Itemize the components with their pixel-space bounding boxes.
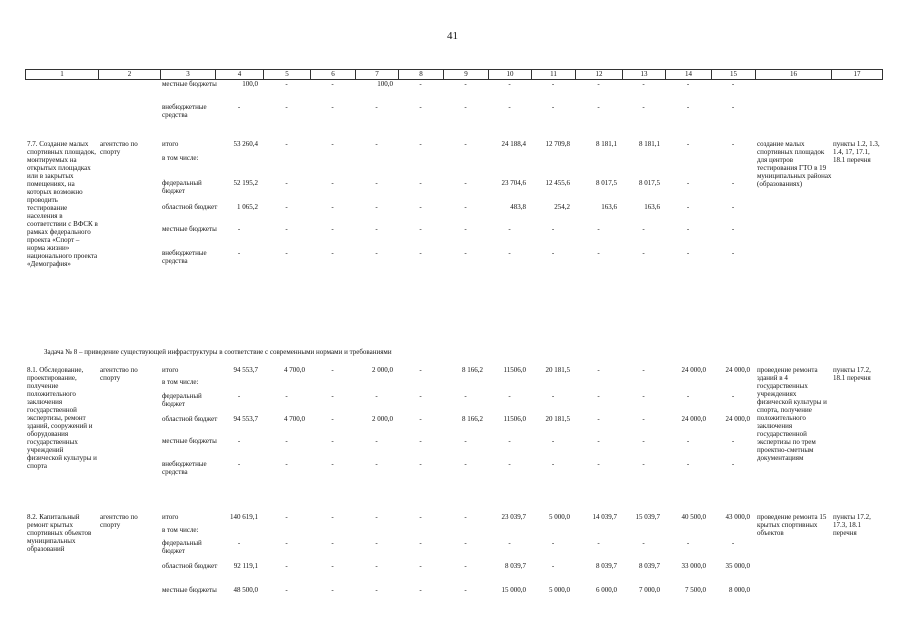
block81-row-value-3-10: 24 000,0 [681,415,706,423]
block77-row-value-2-2: - [331,179,334,187]
block82-row-value-4-0: 48 500,0 [233,586,258,594]
block81-row-value-3-0: 94 553,7 [233,415,258,423]
block82-row-value-0-8: 14 039,7 [592,513,617,521]
block77-row-value-4-10: - [686,225,690,233]
block77-row-value-3-11: - [731,203,735,211]
block82-row-value-0-4: - [419,513,422,521]
top-row-value-0-9: - [642,80,645,88]
block82-row-value-2-7: - [551,539,555,547]
block77-row-value-2-8: 8 017,5 [596,179,617,187]
block81-row-value-5-9: - [642,460,645,468]
block81-row-source-0: итого [162,366,179,374]
column-header-row [25,69,883,80]
block77-row-value-4-6: - [508,225,511,233]
block77-row-value-0-4: - [419,140,422,148]
block81-row-value-0-0: 94 553,7 [233,366,258,374]
block77-row-value-5-6: - [508,249,511,257]
block77-row-value-4-0: - [237,225,241,233]
block81-row-value-0-9: - [642,366,645,374]
block82-row-value-2-10: - [686,539,690,547]
block82-row-source-2: федеральный бюджет [162,539,202,555]
block82-row-value-2-0: - [237,539,241,547]
block82-row-value-4-5: - [464,586,467,594]
block77-row-value-3-7: 254,2 [554,203,570,211]
top-row-value-0-3: 100,0 [377,80,393,88]
block77-row-value-2-11: - [731,179,735,187]
block81-row-value-4-6: - [508,437,511,445]
block81-row-value-0-7: 20 181,5 [545,366,570,374]
block81-row-value-3-9: - [642,415,645,423]
block82-row-value-2-11: - [731,539,735,547]
task-8-heading: Задача № 8 – приведение существующей инфраструктуры в соответствие с современными нормами и требованиями [44,348,392,356]
block81-row-value-3-1: 4 700,0 [284,415,305,423]
block77-row-value-0-0: 53 260,4 [233,140,258,148]
block82-points: пункты 17.2, 17.3, 18.1 перечня [833,513,871,537]
block81-points: пункты 17.2, 18.1 перечня [833,366,871,382]
block77-row-source-0: итого [162,140,179,148]
column-header-10: 10 [489,70,532,79]
block77-row-value-0-6: 24 188,4 [501,140,526,148]
block81-row-value-5-1: - [285,460,288,468]
block77-row-value-0-3: - [375,140,378,148]
block81-row-value-5-6: - [508,460,511,468]
block77-row-value-3-0: 1 065,2 [237,203,258,211]
block81-row-value-0-2: - [331,366,334,374]
column-header-14: 14 [666,70,712,79]
top-row-value-0-10: - [686,80,690,88]
block77-row-value-0-1: - [285,140,288,148]
block81-row-value-2-5: - [464,392,467,400]
column-header-12: 12 [576,70,623,79]
top-row-source-1: внебюджетные средства [162,103,207,119]
block82-row-value-0-9: 15 039,7 [635,513,660,521]
block81-row-value-0-8: - [597,366,600,374]
page-number: 41 [447,30,458,42]
block81-row-value-3-6: 11506,0 [503,415,526,423]
block81-row-value-2-3: - [375,392,378,400]
block77-row-value-5-7: - [551,249,555,257]
top-row-value-0-1: - [285,80,288,88]
block81-row-value-5-4: - [419,460,422,468]
block77-row-value-4-2: - [331,225,334,233]
block77-row-value-4-9: - [642,225,645,233]
block77-row-value-3-9: 163,6 [644,203,660,211]
block81-row-value-0-6: 11506,0 [503,366,526,374]
block81-row-value-3-3: 2 000,0 [372,415,393,423]
block81-row-value-0-1: 4 700,0 [284,366,305,374]
block82-row-value-2-3: - [375,539,378,547]
top-row-value-1-0: - [237,103,241,111]
top-row-value-1-2: - [331,103,334,111]
block82-row-value-0-0: 140 619,1 [230,513,258,521]
block82-row-value-0-7: 5 000,0 [549,513,570,521]
block77-row-value-3-2: - [331,203,334,211]
block81-row-value-5-8: - [597,460,600,468]
block81-row-value-4-7: - [551,437,555,445]
block81-row-value-5-3: - [375,460,378,468]
block82-row-value-4-8: 6 000,0 [596,586,617,594]
column-header-9: 9 [444,70,489,79]
top-row-value-0-11: - [731,80,735,88]
block82-row-source-0: итого [162,513,179,521]
block77-row-source-1: в том числе: [162,154,199,162]
block82-row-value-4-9: 7 000,0 [639,586,660,594]
block77-row-value-4-3: - [375,225,378,233]
block82-row-source-1: в том числе: [162,526,199,534]
block81-row-value-0-11: 24 000,0 [725,366,750,374]
top-row-value-1-10: - [686,103,690,111]
block81-row-value-2-4: - [419,392,422,400]
block77-row-value-2-6: 23 704,6 [501,179,526,187]
block82-row-value-2-5: - [464,539,467,547]
block82-row-value-0-10: 40 500,0 [681,513,706,521]
block82-row-value-4-3: - [375,586,378,594]
block82-row-value-3-7: - [551,562,555,570]
block82-row-value-3-8: 8 039,7 [596,562,617,570]
block77-row-value-4-5: - [464,225,467,233]
top-row-value-0-0: 100,0 [242,80,258,88]
block77-row-value-2-9: 8 017,5 [639,179,660,187]
block81-executor: агентство по спорту [100,366,138,382]
block81-row-value-3-5: 8 166,2 [462,415,483,423]
block82-row-value-0-1: - [285,513,288,521]
block77-row-value-4-7: - [551,225,555,233]
block81-row-value-2-1: - [285,392,288,400]
block77-row-value-0-8: 8 181,1 [596,140,617,148]
block77-row-value-2-3: - [375,179,378,187]
block81-row-value-0-5: 8 166,2 [462,366,483,374]
block77-row-value-5-0: - [237,249,241,257]
block82-row-value-2-6: - [508,539,511,547]
block77-row-value-2-7: 12 455,6 [545,179,570,187]
block77-row-value-3-4: - [419,203,422,211]
block82-row-value-3-3: - [375,562,378,570]
block82-row-value-2-1: - [285,539,288,547]
block81-row-value-0-3: 2 000,0 [372,366,393,374]
block81-row-source-5: внебюджетные средства [162,460,207,476]
block82-row-value-0-11: 43 000,0 [725,513,750,521]
block82-row-value-3-1: - [285,562,288,570]
column-header-13: 13 [623,70,666,79]
block77-result: создание малых спортивных площадок для центров тестирования ГТО в 19 муниципальных районах (образованиях) [757,140,832,188]
block82-row-value-3-0: 92 119,1 [233,562,258,570]
block81-row-value-2-11: - [731,392,735,400]
top-row-value-1-4: - [419,103,422,111]
block81-row-value-3-4: - [419,415,422,423]
top-row-value-0-6: - [508,80,511,88]
block77-row-value-3-6: 483,8 [510,203,526,211]
block82-row-value-3-2: - [331,562,334,570]
block82-row-value-4-1: - [285,586,288,594]
block81-row-value-5-7: - [551,460,555,468]
block77-row-value-5-10: - [686,249,690,257]
block82-row-value-4-2: - [331,586,334,594]
top-row-value-0-5: - [464,80,467,88]
column-header-4: 4 [216,70,264,79]
top-row-source-0: местные бюджеты [162,80,217,88]
block81-row-source-2: федеральный бюджет [162,392,202,408]
block77-row-value-5-5: - [464,249,467,257]
block81-row-value-4-11: - [731,437,735,445]
block81-row-value-3-7: 20 181,5 [545,415,570,423]
block77-row-value-0-2: - [331,140,334,148]
block77-row-value-5-2: - [331,249,334,257]
block82-row-value-3-6: 8 039,7 [505,562,526,570]
block81-row-value-4-10: - [686,437,690,445]
block81-row-source-4: местные бюджеты [162,437,217,445]
block77-row-value-3-1: - [285,203,288,211]
block82-row-value-2-8: - [597,539,600,547]
block81-row-value-3-2: - [331,415,334,423]
top-row-value-1-7: - [551,103,555,111]
column-header-7: 7 [356,70,399,79]
block77-row-source-3: областной бюджет [162,203,218,211]
block82-row-value-4-4: - [419,586,422,594]
block81-row-value-3-8: - [597,415,600,423]
block81-row-value-2-9: - [642,392,645,400]
block77-row-value-3-10: - [686,203,690,211]
block82-row-source-4: местные бюджеты [162,586,217,594]
block77-row-value-5-1: - [285,249,288,257]
block82-row-value-3-11: 35 000,0 [725,562,750,570]
block81-row-value-4-8: - [597,437,600,445]
block81-row-value-2-8: - [597,392,600,400]
block81-row-value-4-1: - [285,437,288,445]
block82-row-value-3-4: - [419,562,422,570]
block81-row-value-5-2: - [331,460,334,468]
block81-row-value-4-3: - [375,437,378,445]
block77-row-value-2-0: 52 195,2 [233,179,258,187]
block77-row-value-0-9: 8 181,1 [639,140,660,148]
block81-row-source-3: областной бюджет [162,415,218,423]
block77-row-value-5-11: - [731,249,735,257]
block82-row-source-3: областной бюджет [162,562,218,570]
block82-row-value-2-2: - [331,539,334,547]
block82-row-value-4-11: 8 000,0 [729,586,750,594]
block77-row-value-3-3: - [375,203,378,211]
block81-row-value-2-7: - [551,392,555,400]
block77-row-value-5-3: - [375,249,378,257]
block82-row-value-0-5: - [464,513,467,521]
block81-row-value-0-10: 24 000,0 [681,366,706,374]
block81-row-value-4-5: - [464,437,467,445]
block77-row-value-2-5: - [464,179,467,187]
block81-row-value-0-4: - [419,366,422,374]
block82-row-value-4-6: 15 000,0 [501,586,526,594]
block82-row-value-3-9: 8 039,7 [639,562,660,570]
top-row-value-1-3: - [375,103,378,111]
block77-row-value-3-5: - [464,203,467,211]
top-row-value-0-4: - [419,80,422,88]
block82-row-value-0-3: - [375,513,378,521]
block81-row-value-2-6: - [508,392,511,400]
top-row-value-1-8: - [597,103,600,111]
block82-name: 8.2. Капитальный ремонт крытых спортивных объектов муниципальных образований [27,513,92,553]
block77-row-source-4: местные бюджеты [162,225,217,233]
block81-row-value-4-4: - [419,437,422,445]
block81-row-value-5-11: - [731,460,735,468]
column-header-15: 15 [712,70,756,79]
column-header-8: 8 [399,70,444,79]
block81-row-value-5-0: - [237,460,241,468]
column-header-11: 11 [532,70,576,79]
column-header-6: 6 [311,70,356,79]
block77-row-value-0-11: - [731,140,735,148]
block81-row-value-2-0: - [237,392,241,400]
block77-row-source-2: федеральный бюджет [162,179,202,195]
block82-row-value-4-7: 5 000,0 [549,586,570,594]
top-row-value-0-8: - [597,80,600,88]
block77-name: 7.7. Создание малых спортивных площадок, монтируемых на открытых площадках или в закрытых помещениях, на которых возможно проводить тестирование населения в соответствии с ВФСК в рамках федерального проекта «Спорт – норма жизни» национального проекта «Демография» [27,140,98,268]
block82-row-value-3-5: - [464,562,467,570]
block77-row-value-4-1: - [285,225,288,233]
block77-row-value-2-10: - [686,179,690,187]
block77-row-value-5-9: - [642,249,645,257]
top-row-value-1-1: - [285,103,288,111]
block77-row-value-4-4: - [419,225,422,233]
block82-row-value-4-10: 7 500,0 [685,586,706,594]
column-header-3: 3 [161,70,216,79]
block77-row-value-4-11: - [731,225,735,233]
block81-result: проведение ремонта зданий в 4 государственных учреждениях физической культуры и спорта, получение положительного заключения государственной экспертизы по трем проектно-сметным документациям [757,366,827,462]
block81-row-value-4-0: - [237,437,241,445]
block81-row-value-5-5: - [464,460,467,468]
column-header-17: 17 [832,70,883,79]
block77-row-value-5-4: - [419,249,422,257]
block77-row-value-0-5: - [464,140,467,148]
block81-row-source-1: в том числе: [162,378,199,386]
block82-row-value-2-4: - [419,539,422,547]
block81-name: 8.1. Обследование, проектирование, получение положительного заключения государственной экспертизы, ремонт зданий, сооружений и оборудования государственных учреждений физической культуры и спорта [27,366,97,470]
block81-row-value-2-10: - [686,392,690,400]
top-row-value-1-11: - [731,103,735,111]
top-row-value-1-9: - [642,103,645,111]
column-header-16: 16 [756,70,832,79]
block77-row-value-2-4: - [419,179,422,187]
block81-row-value-4-9: - [642,437,645,445]
block77-executor: агентство по спорту [100,140,138,156]
top-row-value-0-7: - [551,80,555,88]
block77-row-value-5-8: - [597,249,600,257]
block77-row-source-5: внебюджетные средства [162,249,207,265]
block81-row-value-4-2: - [331,437,334,445]
block77-points: пункты 1.2, 1.3, 1.4, 17, 17.1, 18.1 перечня [833,140,880,164]
block81-row-value-2-2: - [331,392,334,400]
block81-row-value-5-10: - [686,460,690,468]
block77-row-value-0-10: - [686,140,690,148]
column-header-2: 2 [99,70,161,79]
block77-row-value-4-8: - [597,225,600,233]
block82-executor: агентство по спорту [100,513,138,529]
block82-row-value-0-2: - [331,513,334,521]
top-row-value-0-2: - [331,80,334,88]
block82-result: проведение ремонта 15 крытых спортивных объектов [757,513,827,537]
top-row-value-1-6: - [508,103,511,111]
column-header-5: 5 [264,70,311,79]
top-row-value-1-5: - [464,103,467,111]
block77-row-value-2-1: - [285,179,288,187]
block77-row-value-3-8: 163,6 [601,203,617,211]
block82-row-value-0-6: 23 039,7 [501,513,526,521]
block82-row-value-3-10: 33 000,0 [681,562,706,570]
block81-row-value-3-11: 24 000,0 [725,415,750,423]
block77-row-value-0-7: 12 709,8 [545,140,570,148]
block82-row-value-2-9: - [642,539,645,547]
column-header-1: 1 [26,70,99,79]
